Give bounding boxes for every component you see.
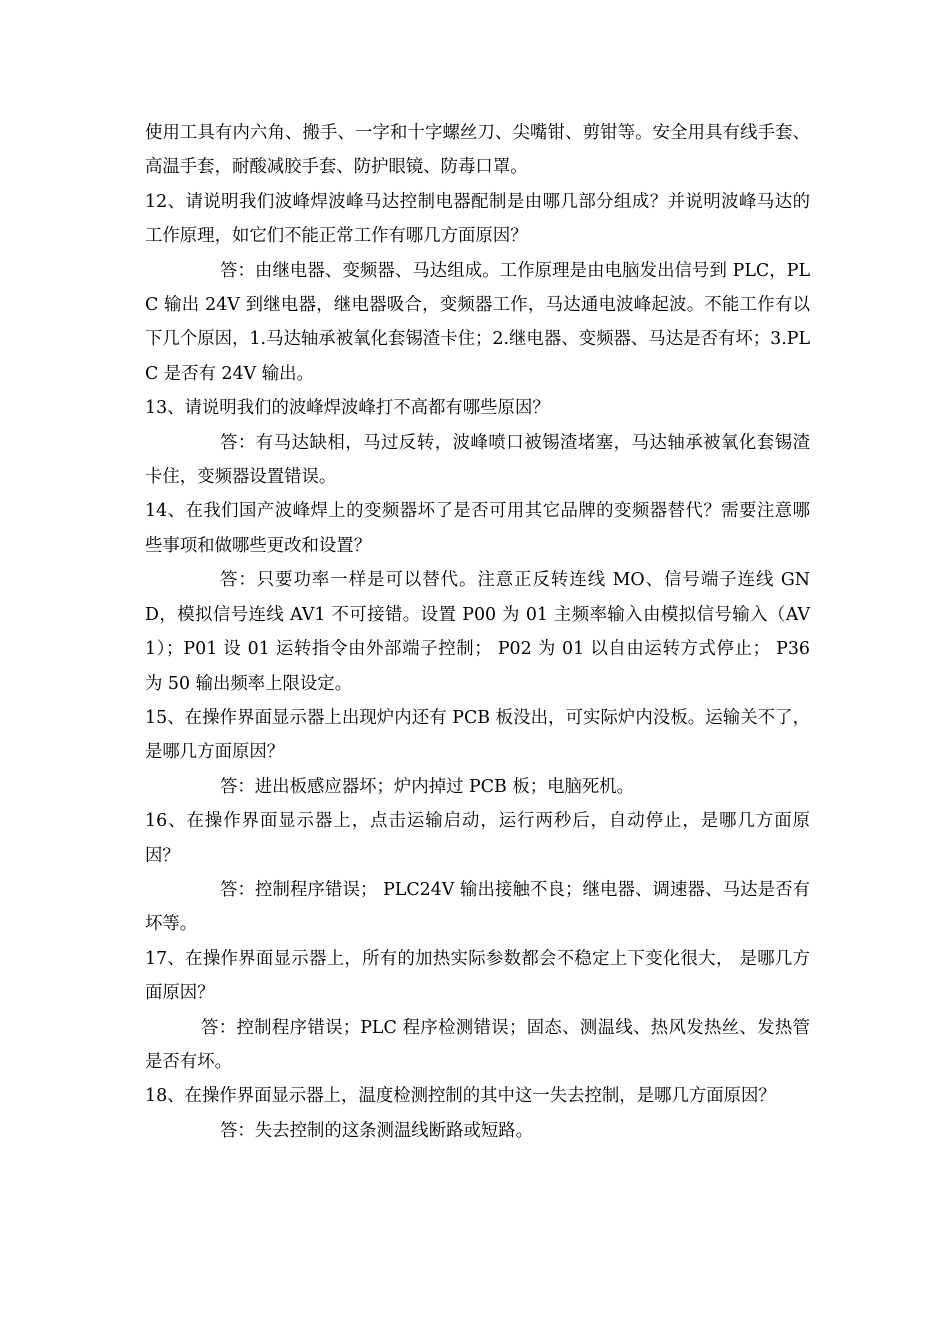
answer-16: 答：控制程序错误； PLC24V 输出接触不良；继电器、调速器、马达是否有坏等。 xyxy=(145,879,810,935)
question-16: 16、在操作界面显示器上，点击运输启动，运行两秒后，自动停止，是哪几方面原因？ xyxy=(145,811,810,866)
question-14: 14、在我们国产波峰焊上的变频器坏了是否可用其它品牌的变频器替代？需要注意哪些事项和做哪些更改和设置？ xyxy=(145,501,810,556)
question-15: 15、在操作界面显示器上出现炉内还有 PCB 板没出，可实际炉内没板。运输关不了，是哪几方面原因？ xyxy=(145,707,810,763)
document-body xyxy=(145,116,810,1148)
text-paragraph: 使用工具有内六角、搬手、一字和十字螺丝刀、尖嘴钳、剪钳等。安全用具有线手套、高温手套，耐酸减胶手套、防护眼镜、防毒口罩。 xyxy=(145,123,810,178)
question-12: 12、请说明我们波峰焊波峰马达控制电器配制是由哪几部分组成？并说明波峰马达的工作原理，如它们不能正常工作有哪几方面原因？ xyxy=(145,191,810,247)
answer-18: 答：失去控制的这条测温线断路或短路。 xyxy=(220,1120,534,1141)
answer-14: 答：只要功率一样是可以替代。注意正反转连线 MO、信号端子连线 GND，模拟信号连线 AV1 不可接错。设置 P00 为 01 主频率输入由模拟信号输入（AV1）；P01 设 01 运转指令由外部端子控制； P02 为 01 以自由运转方式停止； P36 为 50 输出频率上限设定。 xyxy=(145,570,810,694)
question-13: 13、请说明我们的波峰焊波峰打不高都有哪些原因？ xyxy=(145,398,550,419)
question-17: 17、在操作界面显示器上，所有的加热实际参数都会不稳定上下变化很大， 是哪几方面原因？ xyxy=(145,948,810,1004)
answer-15: 答：进出板感应器坏；炉内掉过 PCB 板；电脑死机。 xyxy=(220,776,635,797)
answer-12: 答：由继电器、变频器、马达组成。工作原理是由电脑发出信号到 PLC，PLC 输出 24V 到继电器，继电器吸合，变频器工作，马达通电波峰起波。不能工作有以下几个原因，1.马达轴承被氧化套锡渣卡住；2.继电器、变频器、马达是否有坏；3.PLC 是否有 24V 输出。 xyxy=(145,260,810,384)
question-18: 18、在操作界面显示器上，温度检测控制的其中这一失去控制，是哪几方面原因？ xyxy=(145,1086,776,1107)
answer-13: 答：有马达缺相，马过反转，波峰喷口被锡渣堵塞，马达轴承被氧化套锡渣卡住，变频器设置错误。 xyxy=(145,432,810,488)
answer-17: 答：控制程序错误；PLC 程序检测错误；固态、测温线、热风发热丝、发热管是否有坏。 xyxy=(145,1017,810,1072)
